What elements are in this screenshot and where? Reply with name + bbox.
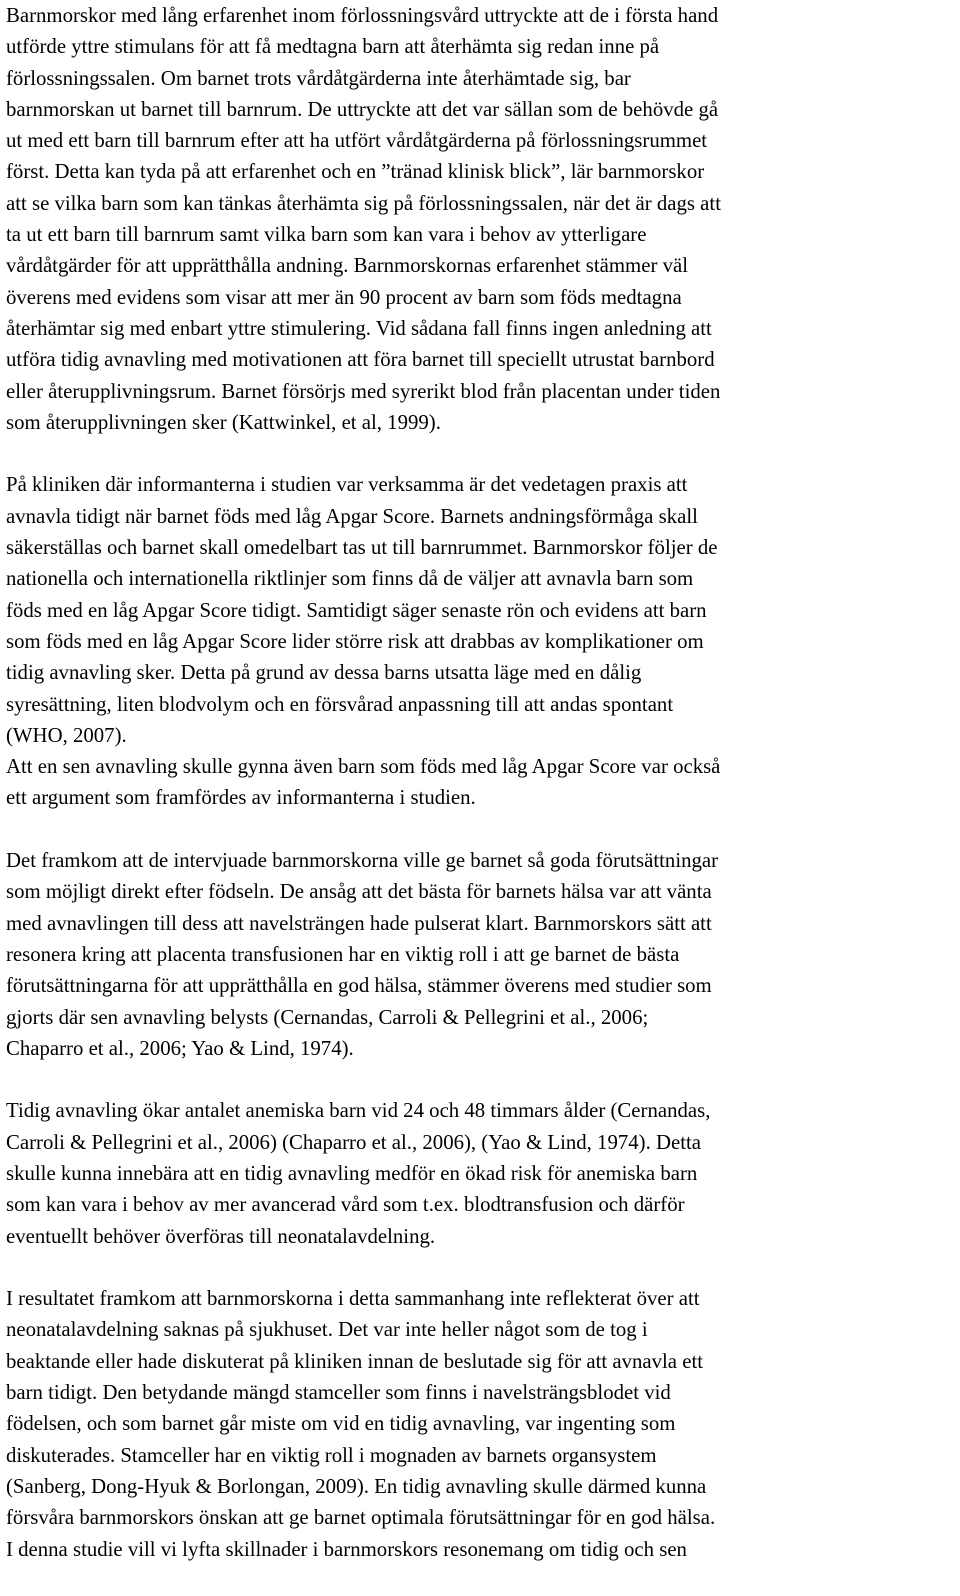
text-line: föds med en låg Apgar Score tidigt. Samtidigt säger senaste rön och evidens att barn xyxy=(6,598,707,622)
text-line: först. Detta kan tyda på att erfarenhet och en ”tränad klinisk blick”, lär barnmorskor xyxy=(6,160,705,184)
text-line: neonatalavdelning saknas på sjukhuset. Det var inte heller något som de tog i xyxy=(6,1318,648,1342)
text-line: gjorts där sen avnavling belysts (Cernandas, Carroli & Pellegrini et al., 2006; xyxy=(6,1005,649,1029)
text-line: som möjligt direkt efter födseln. De ansåg att det bästa för barnets hälsa var att vänta xyxy=(6,880,712,904)
text-line: som återupplivningen sker (Kattwinkel, et al, 1999). xyxy=(6,410,441,434)
text-line: försvåra barnmorskors önskan att ge barnet optimala förutsättningar för en god hälsa. xyxy=(6,1506,716,1530)
text-line: avnavla tidigt när barnet föds med låg Apgar Score. Barnets andningsförmåga skall xyxy=(6,504,698,528)
text-line: skulle kunna innebära att en tidig avnavling medför en ökad risk för anemiska barn xyxy=(6,1161,698,1185)
text-line: I resultatet framkom att barnmorskorna i detta sammanhang inte reflekterat över att xyxy=(6,1287,700,1311)
text-line: födelsen, och som barnet går miste om vid en tidig avnavling, var ingenting som xyxy=(6,1412,676,1436)
text-line: med avnavlingen till dess att navelsträngen hade pulserat klart. Barnmorskors sätt att xyxy=(6,911,712,935)
text-line: barnmorskan ut barnet till barnrum. De uttryckte att det var sällan som de behövde gå xyxy=(6,97,719,121)
text-line: barn tidigt. Den betydande mängd stamceller som finns i navelsträngsblodet vid xyxy=(6,1381,671,1405)
paragraph-gap xyxy=(6,438,948,469)
text-line: (WHO, 2007). xyxy=(6,723,127,747)
text-line: som kan vara i behov av mer avancerad vård som t.ex. blodtransfusion och därför xyxy=(6,1193,685,1217)
text-line: överens med evidens som visar att mer än 90 procent av barn som föds medtagna xyxy=(6,285,682,309)
paragraph-gap xyxy=(6,814,948,845)
text-line: utförde yttre stimulans för att få medtagna barn att återhämta sig redan inne på xyxy=(6,35,660,59)
text-line: förlossningssalen. Om barnet trots vårdåtgärderna inte återhämtade sig, bar xyxy=(6,66,631,90)
text-line: Carroli & Pellegrini et al., 2006) (Chaparro et al., 2006), (Yao & Lind, 1974). Detta xyxy=(6,1130,702,1154)
text-line: syresättning, liten blodvolym och en försvårad anpassning till att andas spontant xyxy=(6,692,674,716)
text-line: återhämtar sig med enbart yttre stimulering. Vid sådana fall finns ingen anledning att xyxy=(6,316,712,340)
text-line: utföra tidig avnavling med motivationen att föra barnet till speciellt utrustat barnbord xyxy=(6,348,715,372)
text-line: förutsättningarna för att upprätthålla en god hälsa, stämmer överens med studier som xyxy=(6,974,712,998)
text-line: nationella och internationella riktlinjer som finns då de väljer att avnavla barn som xyxy=(6,567,694,591)
text-line: ett argument som framfördes av informanterna i studien. xyxy=(6,786,476,810)
paragraph-gap xyxy=(6,1252,948,1283)
paragraph-gap xyxy=(6,1064,948,1095)
text-line: eller återupplivningsrum. Barnet försörjs med syrerikt blod från placentan under tiden xyxy=(6,379,721,403)
text-line: Barnmorskor med lång erfarenhet inom förlossningsvård uttryckte att de i första hand xyxy=(6,4,719,27)
text-line: ut med ett barn till barnrum efter att ha utfört vårdåtgärderna på förlossningsrummet xyxy=(6,129,708,153)
text-line: Tidig avnavling ökar antalet anemiska barn vid 24 och 48 timmars ålder (Cernandas, xyxy=(6,1099,711,1123)
text-line: På kliniken där informanterna i studien var verksamma är det vedetagen praxis att xyxy=(6,473,688,497)
text-line: som föds med en låg Apgar Score lider större risk att drabbas av komplikationer om xyxy=(6,629,704,653)
text-line: beaktande eller hade diskuterat på kliniken innan de beslutade sig för att avnavla ett xyxy=(6,1349,704,1373)
text-line: ta ut ett barn till barnrum samt vilka barn som kan vara i behov av ytterligare xyxy=(6,223,647,247)
text-line: (Sanberg, Dong-Hyuk & Borlongan, 2009). En tidig avnavling skulle därmed kunna xyxy=(6,1474,707,1498)
text-line: att se vilka barn som kan tänkas återhämta sig på förlossningssalen, när det är dags att xyxy=(6,191,721,215)
text-line: Det framkom att de intervjuade barnmorskorna ville ge barnet så goda förutsättningar xyxy=(6,849,719,873)
text-line: vårdåtgärder för att upprätthålla andning. Barnmorskornas erfarenhet stämmer väl xyxy=(6,254,688,278)
text-line: tidig avnavling sker. Detta på grund av dessa barns utsatta läge med en dålig xyxy=(6,661,642,685)
text-line: Chaparro et al., 2006; Yao & Lind, 1974). xyxy=(6,1036,354,1060)
text-line: säkerställas och barnet skall omedelbart tas ut till barnrummet. Barnmorskor följer de xyxy=(6,536,718,560)
text-line: I denna studie vill vi lyfta skillnader i barnmorskors resonemang om tidig och sen xyxy=(6,1537,687,1561)
text-line: Att en sen avnavling skulle gynna även barn som föds med låg Apgar Score var också xyxy=(6,755,721,779)
text-line: eventuellt behöver överföras till neonatalavdelning. xyxy=(6,1224,436,1248)
text-line: resonera kring att placenta transfusionen har en viktig roll i att ge barnet de bästa xyxy=(6,942,680,966)
text-line: diskuterades. Stamceller har en viktig roll i mognaden av barnets organsystem xyxy=(6,1443,657,1467)
